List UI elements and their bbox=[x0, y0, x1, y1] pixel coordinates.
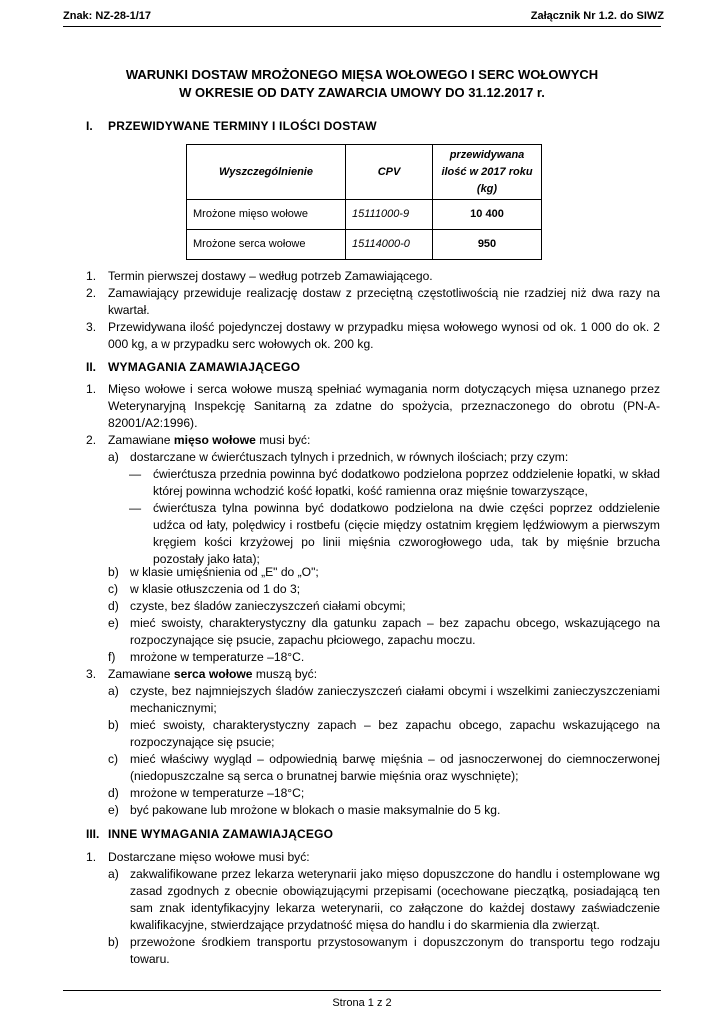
table-cell: 15111000-9 bbox=[346, 200, 433, 230]
list-item bbox=[108, 449, 660, 466]
table-header-cell: CPV bbox=[346, 145, 433, 200]
list-text: Mięso wołowe i serca wołowe muszą spełniać wymagania norm dotyczących mięsa uznanego przez Weterynaryjną Inspekcję Sanitarną za zdatne do spożycia, przeznaczonego do obrotu (PN-A-82001/A2:1996). bbox=[108, 382, 660, 430]
footer-divider bbox=[63, 990, 661, 991]
dash-label: — bbox=[129, 501, 142, 515]
dash-item bbox=[129, 466, 660, 500]
list-label: a) bbox=[108, 684, 119, 698]
table-cell: 15114000-0 bbox=[346, 230, 433, 260]
document-code: Znak: NZ-28-1/17 bbox=[63, 10, 152, 22]
attachment-number: Załącznik Nr 1.2. do SIWZ bbox=[530, 10, 664, 22]
list-text: mrożone w temperaturze –18°C. bbox=[130, 650, 305, 664]
list-label: 1. bbox=[86, 850, 97, 864]
list-item bbox=[86, 268, 660, 285]
list-item bbox=[108, 866, 660, 934]
list-text: Zamawiający przewiduje realizację dostaw z przeciętną częstotliwością nie rzadziej niż dwa razy na kwartał. bbox=[108, 286, 660, 317]
list-item bbox=[108, 683, 660, 717]
table-row bbox=[187, 200, 542, 230]
list-item bbox=[86, 319, 660, 353]
list-text: mieć swoisty, charakterystyczny zapach – bez zapachu obcego, zapachu wskazującego na rozpoczynające się psucie; bbox=[130, 718, 660, 749]
list-text: mieć właściwy wygląd – odpowiednią barwę mięśnia – od jasnoczerwonej do ciemnoczerwonej (niedopuszczalne są serca o brunatnej barwie mięśnia oraz wyschnięte); bbox=[130, 752, 660, 783]
list-text: mieć swoisty, charakterystyczny dla gatunku zapach – bez zapachu obcego, wskazującego na rozpoczynające się psucie, zapachu płciowego, zapachu moczu. bbox=[130, 616, 660, 647]
list-label: e) bbox=[108, 803, 119, 817]
list-label: e) bbox=[108, 616, 119, 630]
list-label: 1. bbox=[86, 269, 97, 283]
list-text: muszą być: bbox=[252, 667, 318, 681]
list-text: przewożone środkiem transportu przystosowanym i dopuszczonym do transportu tego rodzaju towaru. bbox=[130, 935, 660, 966]
list-label: d) bbox=[108, 786, 119, 800]
list-label: a) bbox=[108, 450, 119, 464]
list-text: Zamawiane bbox=[108, 667, 174, 681]
list-item bbox=[86, 285, 660, 319]
list-label: b) bbox=[108, 565, 119, 579]
list-label: 3. bbox=[86, 320, 97, 334]
header-divider bbox=[63, 26, 661, 27]
list-item bbox=[108, 802, 660, 819]
list-label: 2. bbox=[86, 433, 97, 447]
section-title: INNE WYMAGANIA ZAMAWIAJĄCEGO bbox=[108, 827, 334, 841]
list-text: dostarczane w ćwierćtuszach tylnych i przednich, w równych ilościach; przy czym: bbox=[130, 450, 569, 464]
table-cell: 10 400 bbox=[433, 200, 542, 230]
list-text: mrożone w temperaturze –18°C; bbox=[130, 786, 305, 800]
list-label: f) bbox=[108, 650, 116, 664]
section-2-heading bbox=[86, 359, 300, 376]
list-text: musi być: bbox=[255, 433, 311, 447]
title-line-1: WARUNKI DOSTAW MROŻONEGO MIĘSA WOŁOWEGO I SERC WOŁOWYCH bbox=[125, 67, 599, 82]
list-text: czyste, bez najmniejszych śladów zanieczyszczeń ciałami obcymi i wszelkimi zanieczyszczeniami mechanicznymi; bbox=[130, 684, 660, 715]
list-item bbox=[86, 432, 660, 449]
list-text: być pakowane lub mrożone w blokach o masie maksymalnie do 5 kg. bbox=[130, 803, 501, 817]
list-text: w klasie umięśnienia od „E" do „O"; bbox=[130, 565, 319, 579]
list-item bbox=[108, 751, 660, 785]
document-title bbox=[63, 66, 661, 102]
list-item bbox=[108, 564, 660, 581]
table-cell: Mrożone serca wołowe bbox=[187, 230, 346, 260]
list-label: a) bbox=[108, 867, 119, 881]
list-label: d) bbox=[108, 599, 119, 613]
section-number: II. bbox=[86, 360, 97, 374]
table-cell: 950 bbox=[433, 230, 542, 260]
list-item bbox=[108, 598, 660, 615]
table-row bbox=[187, 230, 542, 260]
list-text: Dostarczane mięso wołowe musi być: bbox=[108, 850, 310, 864]
list-text-bold: mięso wołowe bbox=[173, 433, 256, 447]
table-cell: Mrożone mięso wołowe bbox=[187, 200, 346, 230]
table-header-row bbox=[187, 145, 542, 200]
list-label: 3. bbox=[86, 667, 97, 681]
list-text: zakwalifikowane przez lekarza weterynarii jako mięso dopuszczone do handlu i ostemplowane wg zasad zgodnych z obecnie obowiązującymi przepisami (ocechowane pieczątką, posiadającą ten sam znak identyfikacyjny lekarza weterynarii, co załączone do każdej dostawy zaświadczenie kwalifikacyjne, stwierdzające przydatność mięsa do handlu i do skarmienia dla zwierząt. bbox=[130, 867, 660, 932]
page-number: Strona 1 z 2 bbox=[332, 997, 392, 1009]
section-1-heading bbox=[86, 118, 377, 135]
section-number: III. bbox=[86, 827, 100, 841]
title-line-2: W OKRESIE OD DATY ZAWARCIA UMOWY DO 31.12.2017 r. bbox=[179, 85, 545, 100]
list-item bbox=[108, 649, 660, 666]
list-label: b) bbox=[108, 718, 119, 732]
list-item bbox=[108, 581, 660, 598]
list-item bbox=[86, 381, 660, 432]
list-label: 2. bbox=[86, 286, 97, 300]
list-text: czyste, bez śladów zanieczyszczeń ciałami obcymi; bbox=[130, 599, 406, 613]
section-title: WYMAGANIA ZAMAWIAJĄCEGO bbox=[108, 360, 301, 374]
delivery-table bbox=[186, 144, 542, 260]
list-item bbox=[108, 717, 660, 751]
list-text: Zamawiane bbox=[108, 433, 174, 447]
list-text: Przewidywana ilość pojedynczej dostawy w przypadku mięsa wołowego wynosi od ok. 1 000 do ok. 2 000 kg, a w przypadku serc wołowych ok. 200 kg. bbox=[108, 320, 660, 351]
list-item bbox=[108, 615, 660, 649]
list-text: w klasie otłuszczenia od 1 do 3; bbox=[130, 582, 301, 596]
list-label: 1. bbox=[86, 382, 97, 396]
list-text: ćwierćtusza przednia powinna być dodatkowo podzielona poprzez oddzielenie łopatki, w skład której powinna wchodzić kość łopatki, kość ramienna oraz mięśnie towarzyszące, bbox=[153, 467, 660, 498]
table-header-cell: Wyszczególnienie bbox=[187, 145, 346, 200]
section-title: PRZEWIDYWANE TERMINY I ILOŚCI DOSTAW bbox=[108, 119, 377, 133]
table-header-cell: przewidywana ilość w 2017 roku (kg) bbox=[433, 145, 542, 200]
section-3-heading bbox=[86, 826, 333, 843]
list-label: b) bbox=[108, 935, 119, 949]
list-item bbox=[108, 785, 660, 802]
list-label: c) bbox=[108, 582, 119, 596]
list-label: c) bbox=[108, 752, 119, 766]
list-text: Termin pierwszej dostawy – według potrzeb Zamawiającego. bbox=[108, 269, 433, 283]
list-text: ćwierćtusza tylna powinna być dodatkowo podzielona na dwie części poprzez oddzielenie udźca od łaty, polędwicy i rostbefu (cięcie między ostatnim kręgiem lędźwiowym a pierwszym kręgiem kości krzyżowej po linii mięśnia czworogłowego uda, tak by mięśnie brzucha pozostały jako łata); bbox=[153, 501, 660, 566]
list-item bbox=[86, 849, 660, 866]
list-text-bold: serca wołowe bbox=[173, 667, 253, 681]
section-number: I. bbox=[86, 119, 93, 133]
list-item bbox=[108, 934, 660, 968]
list-item bbox=[86, 666, 660, 683]
dash-label: — bbox=[129, 467, 142, 481]
dash-item bbox=[129, 500, 660, 568]
